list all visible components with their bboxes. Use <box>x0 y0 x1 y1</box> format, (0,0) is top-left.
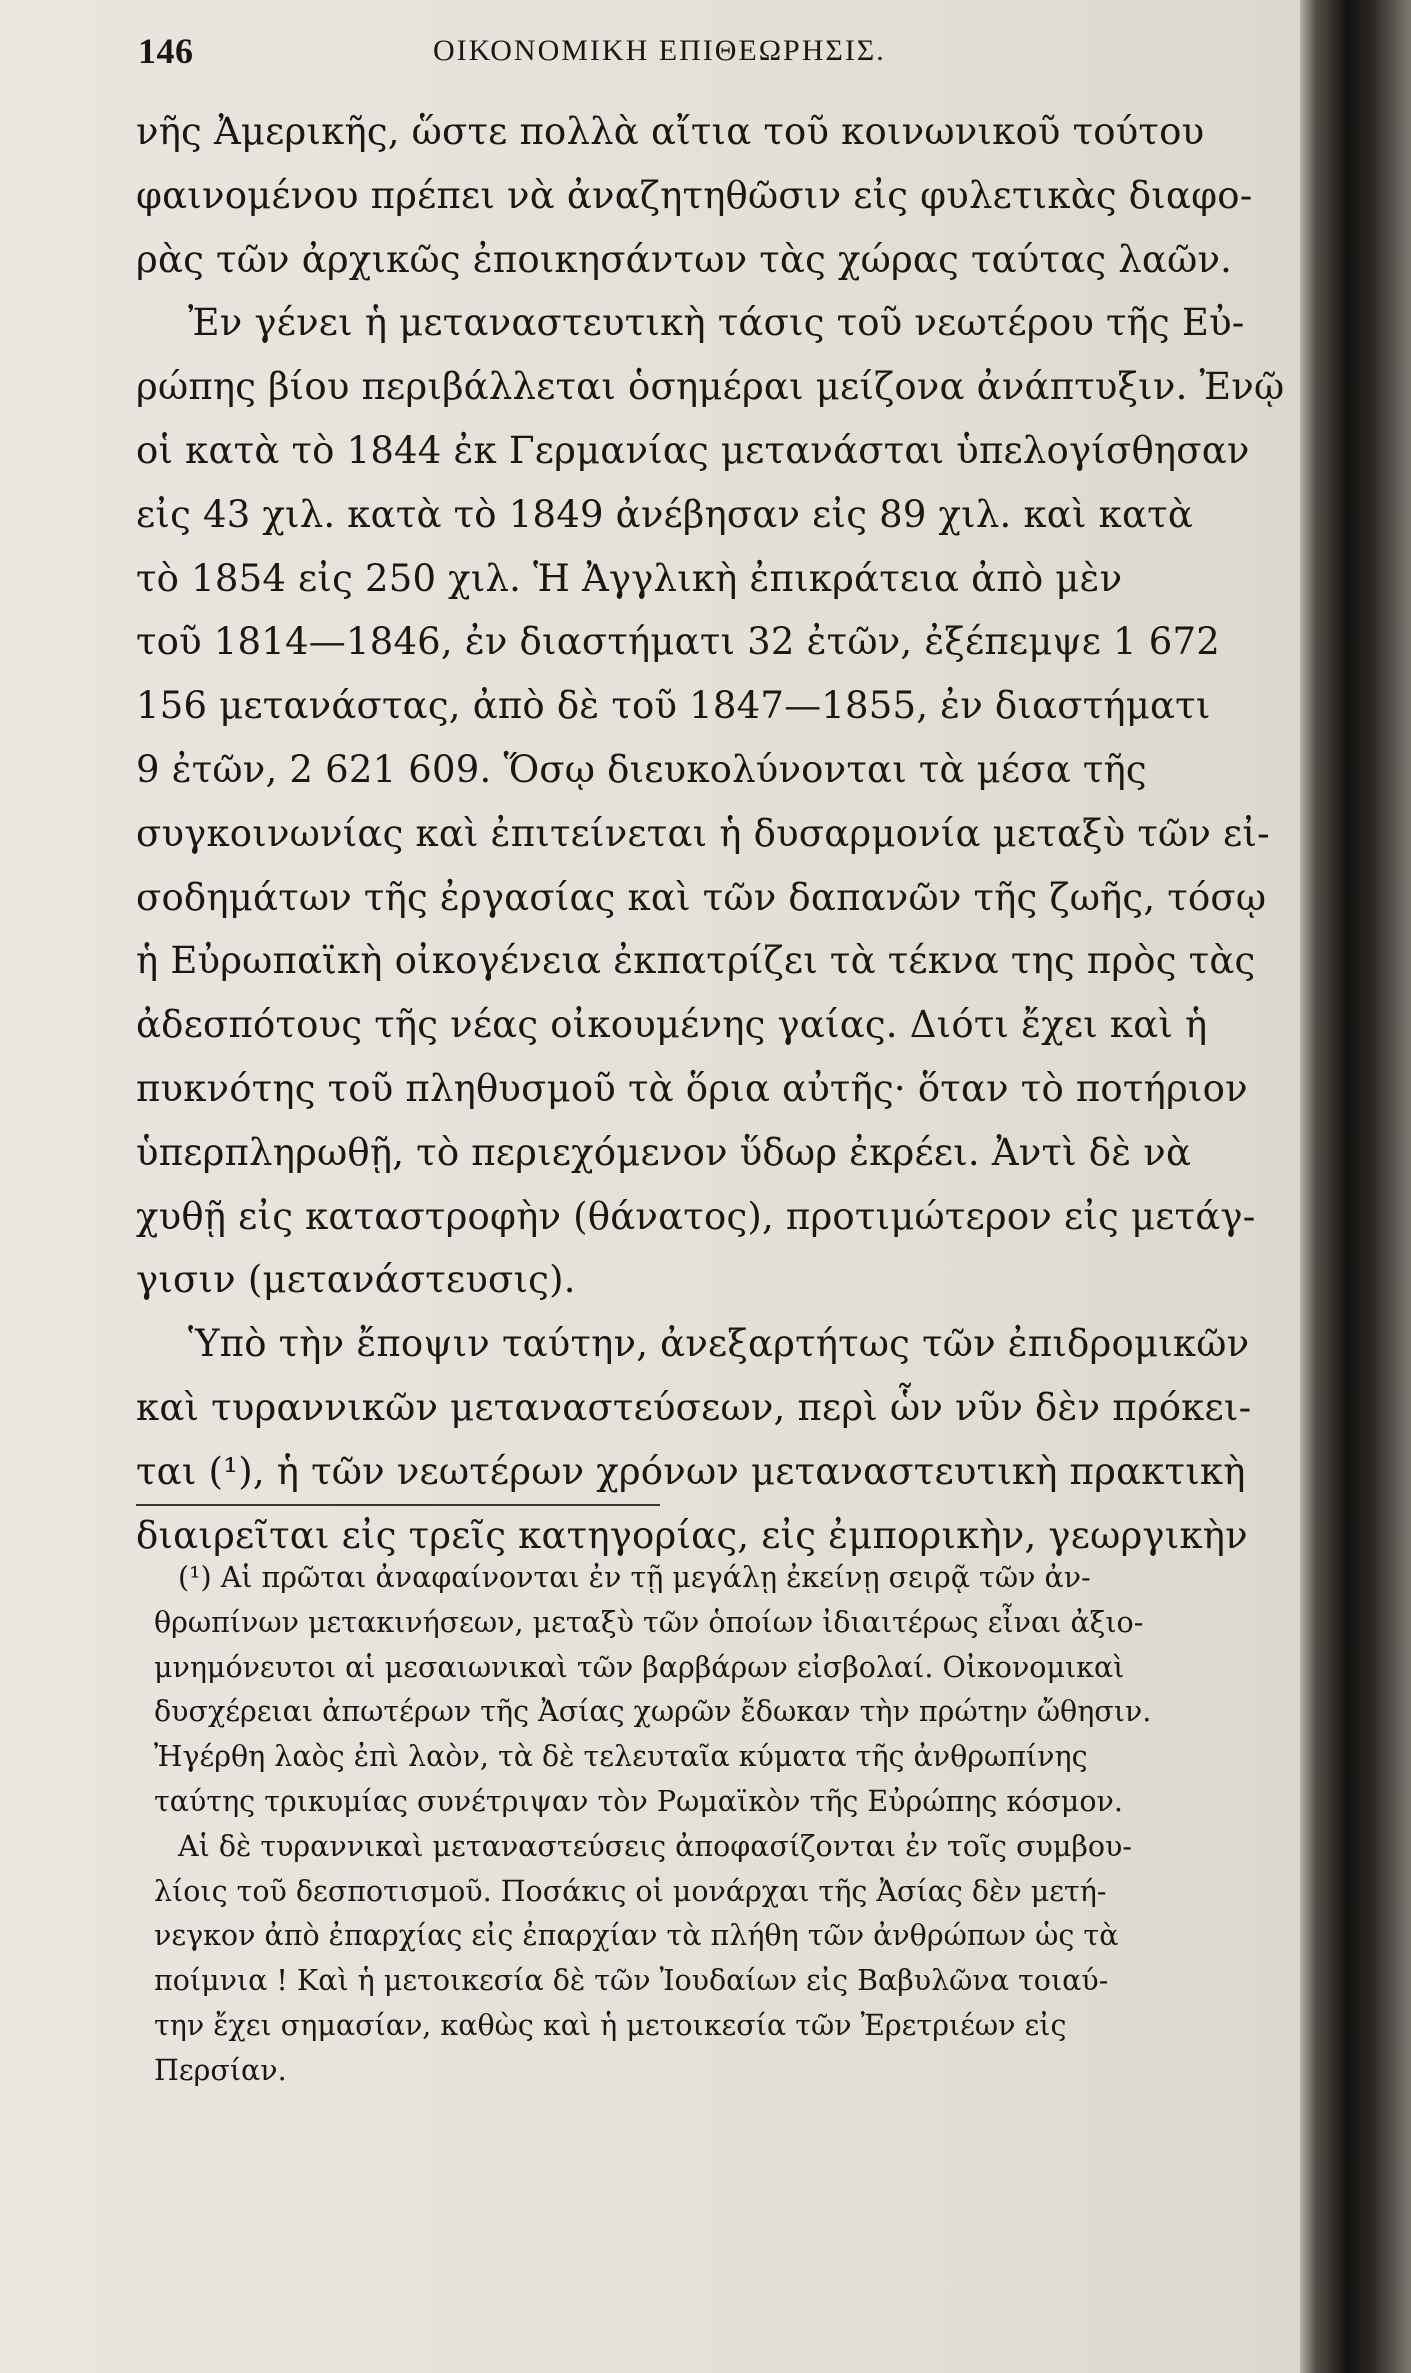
footnote-line: (¹) Αἱ πρῶται ἀναφαίνονται ἐν τῇ μεγάλῃ ἐκείνῃ σειρᾷ τῶν ἀν- <box>178 1561 1091 1594</box>
footnote-line: Ἠγέρθη λαὸς ἐπὶ λαὸν, τὰ δὲ τελευταῖα κύματα τῆς ἀνθρωπίνης <box>154 1740 1088 1774</box>
footnote-line: μνημόνευτοι αἱ μεσαιωνικαὶ τῶν βαρβάρων εἰσβολαί. Οἰκονομικαὶ <box>154 1650 1125 1684</box>
text-line: πυκνότης τοῦ πληθυσμοῦ τὰ ὅρια αὐτῆς· ὅταν τὸ ποτήριον <box>136 1066 1248 1110</box>
text-line: ρὰς τῶν ἀρχικῶς ἐποικησάντων τὰς χώρας ταύτας λαῶν. <box>136 237 1233 281</box>
footnote-line: ταύτης τρικυμίας συνέτριψαν τὸν Ρωμαϊκὸν τῆς Εὐρώπης κόσμον. <box>154 1784 1123 1818</box>
text-line: ται (¹), ἡ τῶν νεωτέρων χρόνων μεταναστευτικὴ πρακτικὴ <box>136 1449 1246 1493</box>
footnotes <box>154 1556 1248 2094</box>
footnote-line: την ἔχει σημασίαν, καθὼς καὶ ἡ μετοικεσία τῶν Ἐρετριέων εἰς <box>154 2008 1067 2042</box>
footnote-line: νεγκον ἀπὸ ἐπαρχίας εἰς ἐπαρχίαν τὰ πλήθη τῶν ἀνθρώπων ὡς τὰ <box>154 1919 1119 1953</box>
text-line: ἡ Εὐρωπαϊκὴ οἰκογένεια ἐκπατρίζει τὰ τέκνα της πρὸς τὰς <box>136 939 1256 983</box>
text-line: ἀδεσπότους τῆς νέας οἰκουμένης γαίας. Διότι ἔχει καὶ ἡ <box>136 1003 1208 1047</box>
page-header <box>138 30 1238 76</box>
footnote-line: λίοις τοῦ δεσποτισμοῦ. Ποσάκις οἱ μονάρχαι τῆς Ἀσίας δὲν μετή- <box>154 1874 1107 1908</box>
text-line: χυθῇ εἰς καταστροφὴν (θάνατος), προτιμώτερον εἰς μετάγ- <box>136 1194 1256 1238</box>
text-line: ρώπης βίου περιβάλλεται ὁσημέραι μείζονα ἀνάπτυξιν. Ἐνῷ <box>136 365 1285 409</box>
running-title: ΟΙΚΟΝΟΜΙΚΗ ΕΠΙΘΕΩΡΗΣΙΣ. <box>433 34 886 67</box>
footnote-line: ποίμνια ! Καὶ ἡ μετοικεσία δὲ τῶν Ἰουδαίων εἰς Βαβυλῶνα τοιαύ- <box>154 1964 1109 1998</box>
text-line: Ὑπὸ τὴν ἔποψιν ταύτην, ἀνεξαρτήτως τῶν ἐπιδρομικῶν <box>188 1322 1250 1366</box>
book-spine-edge <box>1345 0 1411 2373</box>
text-line: εἰς 43 χιλ. κατὰ τὸ 1849 ἀνέβησαν εἰς 89 χιλ. καὶ κατὰ <box>136 492 1194 536</box>
text-line: ὑπερπληρωθῇ, τὸ περιεχόμενον ὕδωρ ἐκρέει. Ἀντὶ δὲ νὰ <box>136 1130 1192 1174</box>
text-line: τοῦ 1814—1846, ἐν διαστήματι 32 ἐτῶν, ἐξέπεμψε 1 672 <box>136 620 1220 664</box>
footnote-line: Αἱ δὲ τυραννικαὶ μεταναστεύσεις ἀποφασίζονται ἐν τοῖς συμβου- <box>178 1829 1132 1863</box>
page-number: 146 <box>138 31 194 71</box>
footnote-line: Περσίαν. <box>154 2053 287 2087</box>
text-line: νῆς Ἀμερικῆς, ὥστε πολλὰ αἴτια τοῦ κοινωνικοῦ τούτου <box>136 110 1205 153</box>
text-line: καὶ τυραννικῶν μεταναστεύσεων, περὶ ὧν νῦν δὲν πρόκει- <box>136 1385 1252 1429</box>
text-line: γισιν (μετανάστευσις). <box>136 1258 576 1302</box>
text-line: συγκοινωνίας καὶ ἐπιτείνεται ἡ δυσαρμονία μεταξὺ τῶν εἰ- <box>136 811 1270 855</box>
text-line: φαινομένου πρέπει νὰ ἀναζητηθῶσιν εἰς φυλετικὰς διαφο- <box>136 173 1253 217</box>
footnote-line: δυσχέρειαι ἀπωτέρων τῆς Ἀσίας χωρῶν ἔδωκαν τὴν πρώτην ὤθησιν. <box>154 1695 1152 1729</box>
footnote-divider <box>136 1504 660 1506</box>
text-line: 9 ἐτῶν, 2 621 609. Ὅσῳ διευκολύνονται τὰ μέσα τῆς <box>136 747 1147 791</box>
text-line: τὸ 1854 εἰς 250 χιλ. Ἡ Ἀγγλικὴ ἐπικράτεια ἀπὸ μὲν <box>136 556 1123 600</box>
text-line: 156 μετανάστας, ἀπὸ δὲ τοῦ 1847—1855, ἐν διαστήματι <box>136 684 1211 728</box>
text-line: διαιρεῖται εἰς τρεῖς κατηγορίας, εἰς ἐμπορικὴν, γεωργικὴν <box>136 1513 1248 1557</box>
main-text <box>136 100 1285 1567</box>
binding-shadow <box>1300 0 1345 2373</box>
footnote-line: θρωπίνων μετακινήσεων, μεταξὺ τῶν ὁποίων ἰδιαιτέρως εἶναι ἀξιο- <box>154 1605 1144 1639</box>
text-line: οἱ κατὰ τὸ 1844 ἐκ Γερμανίας μετανάσται ὑπελογίσθησαν <box>136 428 1250 472</box>
text-line: σοδημάτων τῆς ἐργασίας καὶ τῶν δαπανῶν τῆς ζωῆς, τόσῳ <box>136 875 1267 919</box>
text-line: Ἐν γένει ἡ μεταναστευτικὴ τάσις τοῦ νεωτέρου τῆς Εὐ- <box>188 301 1245 345</box>
